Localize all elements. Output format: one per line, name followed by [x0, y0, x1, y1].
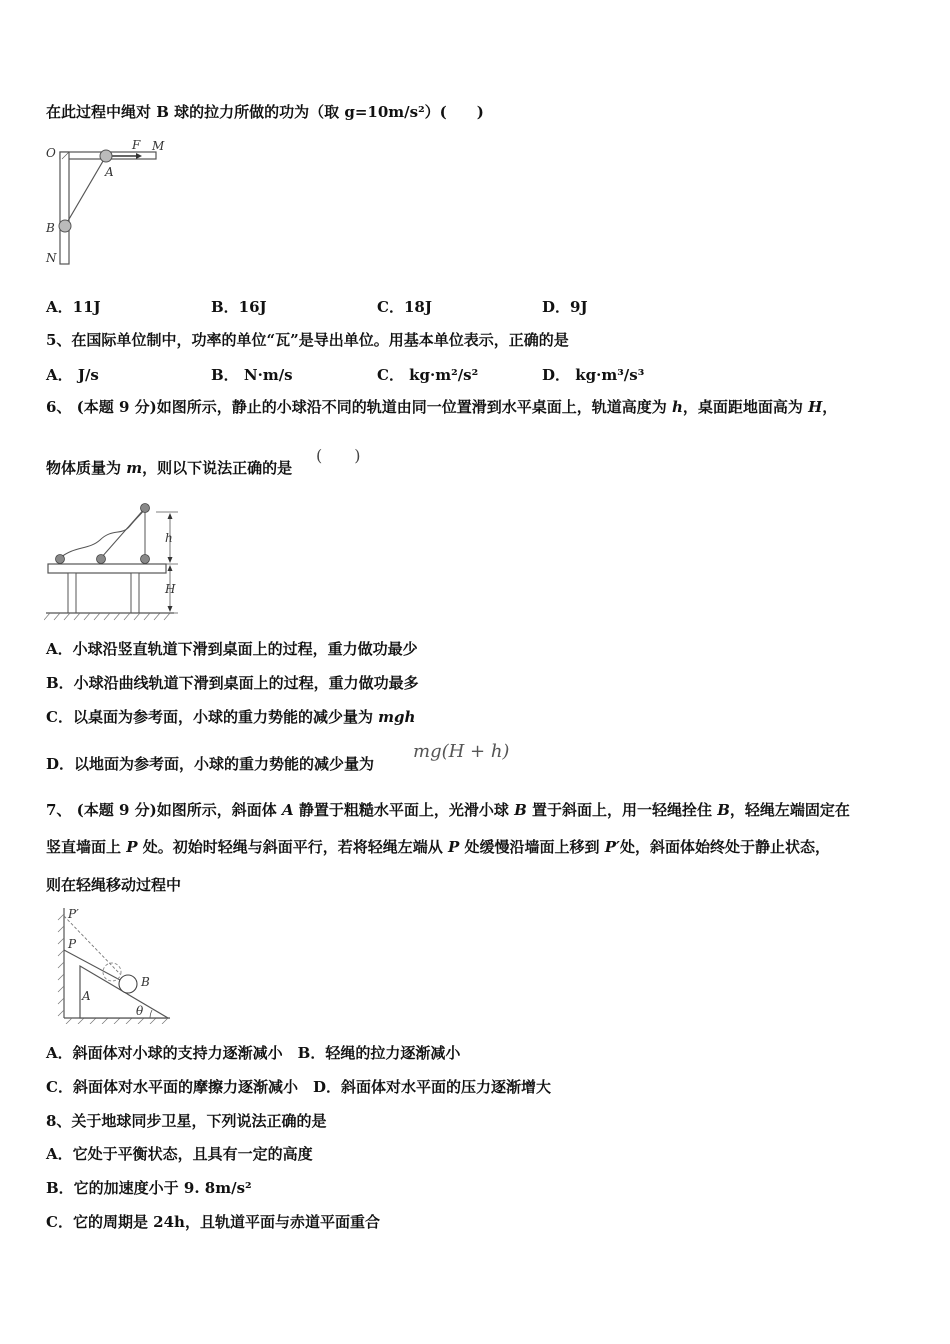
q6-figure [44, 500, 184, 622]
label-h: h [165, 531, 173, 545]
q6-option-d-formula: mg(H + h) [413, 741, 510, 762]
q4-option-d: D．9J [542, 298, 588, 316]
q6-stem-line1: 6、 (本题 9 分)如图所示，静止的小球沿不同的轨道由同一位置滑到水平桌面上，轨道高度为 h，桌面距地面高为 H， [46, 398, 838, 416]
q6-option-a: A．小球沿竖直轨道下滑到桌面上的过程，重力做功最少 [46, 640, 418, 658]
label-A: A [82, 989, 91, 1003]
q5-option-d: D． kg·m³/s³ [542, 366, 645, 384]
q4-option-c: C．18J [377, 298, 432, 316]
q6-option-d: D．以地面为参考面，小球的重力势能的减少量为 [46, 755, 375, 773]
q6-answer-paren: ( ) [316, 446, 361, 465]
q8-stem: 8、关于地球同步卫星，下列说法正确的是 [46, 1112, 327, 1130]
q5-option-a: A． J/s [46, 366, 99, 384]
q5-stem: 5、在国际单位制中，功率的单位“瓦”是导出单位。用基本单位表示，正确的是 [46, 331, 569, 349]
q6-option-c: C．以桌面为参考面，小球的重力势能的减少量为 mgh [46, 708, 416, 726]
q7-stem-line2: 竖直墙面上 P 处。初始时轻绳与斜面平行，若将轻绳左端从 P 处缓慢沿墙面上移到 P′处，斜面体始终处于静止状态， [46, 838, 830, 856]
label-theta: θ [136, 1004, 144, 1018]
q6-stem-line2: 物体质量为 m，则以下说法正确的是 [46, 459, 293, 477]
q8-option-a: A．它处于平衡状态，且具有一定的高度 [46, 1145, 313, 1163]
q7-stem-line3: 则在轻绳移动过程中 [46, 876, 182, 894]
label-M: M [152, 139, 165, 153]
q8-option-c: C．它的周期是 24h，且轨道平面与赤道平面重合 [46, 1213, 380, 1231]
label-P: P [68, 937, 77, 951]
q5-option-c: C． kg·m²/s² [377, 366, 479, 384]
q8-option-b: B．它的加速度小于 9. 8m/s² [46, 1179, 252, 1197]
label-P-prime: P′ [68, 907, 79, 921]
label-B: B [46, 221, 55, 235]
q4-stem: 在此过程中绳对 B 球的拉力所做的功为（取 g=10m/s²）( ) [46, 103, 484, 121]
q7-figure [54, 904, 178, 1024]
q4-option-a: A．11J [46, 298, 101, 316]
label-F: F [132, 138, 141, 152]
label-B: B [141, 975, 150, 989]
q7-options-ab: A．斜面体对小球的支持力逐渐减小 B．轻绳的拉力逐渐减小 [46, 1044, 461, 1062]
q4-option-b: B．16J [211, 298, 267, 316]
q4-figure [44, 138, 174, 268]
q6-option-b: B．小球沿曲线轨道下滑到桌面上的过程，重力做功最多 [46, 674, 419, 692]
label-H: H [165, 582, 176, 596]
label-N: N [46, 251, 57, 265]
q7-stem-line1: 7、 (本题 9 分)如图所示，斜面体 A 静置于粗糙水平面上，光滑小球 B 置于斜面上，用一轻绳拴住 B，轻绳左端固定在 [46, 801, 850, 819]
label-A: A [105, 165, 114, 179]
q5-option-b: B． N·m/s [211, 366, 293, 384]
label-O: O [46, 146, 56, 160]
q7-options-cd: C．斜面体对水平面的摩擦力逐渐减小 D．斜面体对水平面的压力逐渐增大 [46, 1078, 551, 1096]
